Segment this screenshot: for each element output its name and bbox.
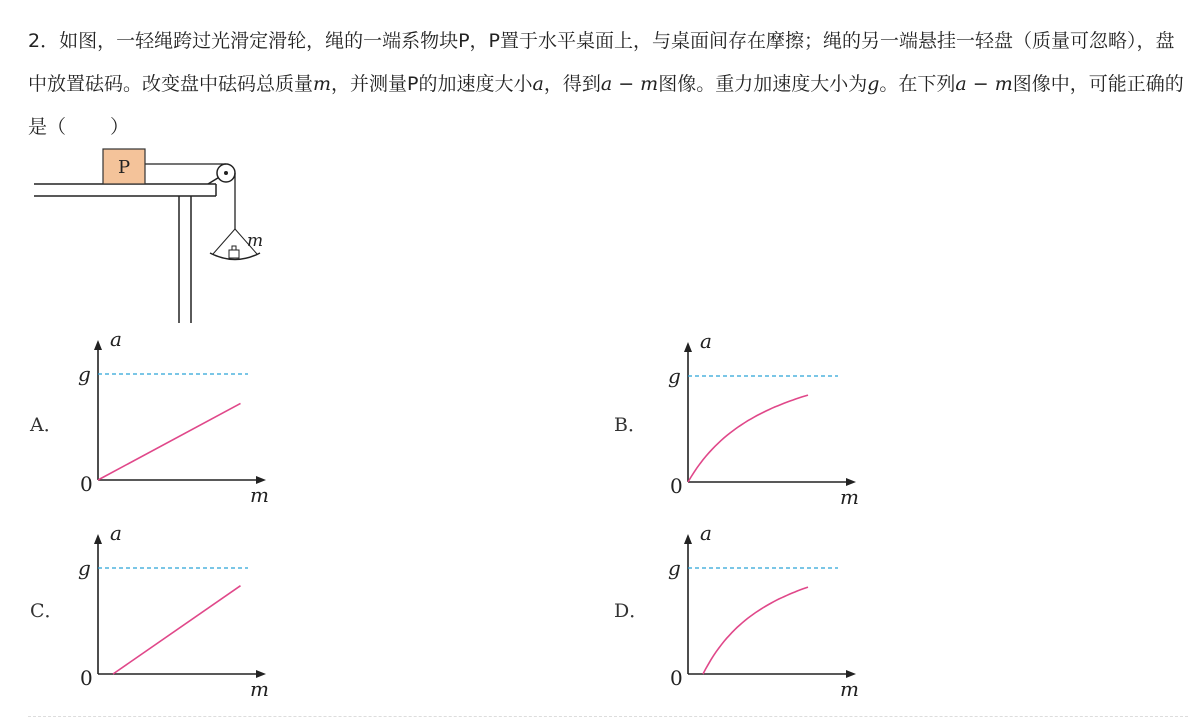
- option-b[interactable]: [590, 330, 890, 510]
- mass-label: m: [247, 231, 264, 251]
- option-label: C．: [30, 600, 64, 622]
- y-axis-arrow: [684, 342, 692, 352]
- y-axis-label: a: [110, 328, 122, 351]
- question-number: 2．: [28, 30, 60, 52]
- option-b-graph: [590, 330, 890, 510]
- option-c-graph: [0, 522, 300, 702]
- divider: [28, 716, 1188, 717]
- asymptote-label: g: [78, 556, 91, 580]
- x-axis-label: m: [250, 483, 269, 507]
- y-axis-arrow: [684, 534, 692, 544]
- option-label: D．: [614, 600, 649, 622]
- x-axis-label: m: [250, 677, 269, 701]
- y-axis-label: a: [110, 522, 122, 545]
- question-text: 2．如图，一轻绳跨过光滑定滑轮，绳的一端系物块P，P置于水平桌面上，与桌面间存在摩擦；绳的另一端悬挂一轻盘（质量可忽略），盘中放置砝码。改变盘中砝码总质量m，并测量P的加速度大小a，得到a − m图像。重力加速度大小为g。在下列a − m图像中，可能正确的是（ ）: [28, 30, 1184, 138]
- y-axis-label: a: [700, 522, 712, 545]
- a-m-curve: [703, 587, 808, 674]
- option-a-graph: [0, 328, 300, 508]
- weight: [229, 250, 239, 258]
- a-m-curve: [113, 586, 241, 674]
- a-m-curve: [98, 403, 241, 480]
- option-c[interactable]: [0, 522, 300, 702]
- option-a[interactable]: [0, 328, 300, 508]
- origin-label: 0: [80, 472, 93, 496]
- origin-label: 0: [670, 474, 683, 498]
- option-d-graph: [590, 522, 890, 702]
- a-m-curve: [688, 395, 808, 482]
- block-label: P: [117, 157, 131, 178]
- origin-label: 0: [80, 666, 93, 690]
- origin-label: 0: [670, 666, 683, 690]
- option-label: B．: [614, 414, 647, 436]
- asymptote-label: g: [78, 362, 91, 386]
- x-axis-label: m: [840, 677, 859, 701]
- asymptote-label: g: [668, 364, 681, 388]
- asymptote-label: g: [668, 556, 681, 580]
- option-label: A．: [30, 414, 63, 436]
- option-d[interactable]: [590, 522, 890, 702]
- y-axis-label: a: [700, 330, 712, 353]
- x-axis-label: m: [840, 485, 859, 509]
- pulley-apparatus-figure: [28, 143, 288, 325]
- y-axis-arrow: [94, 534, 102, 544]
- y-axis-arrow: [94, 340, 102, 350]
